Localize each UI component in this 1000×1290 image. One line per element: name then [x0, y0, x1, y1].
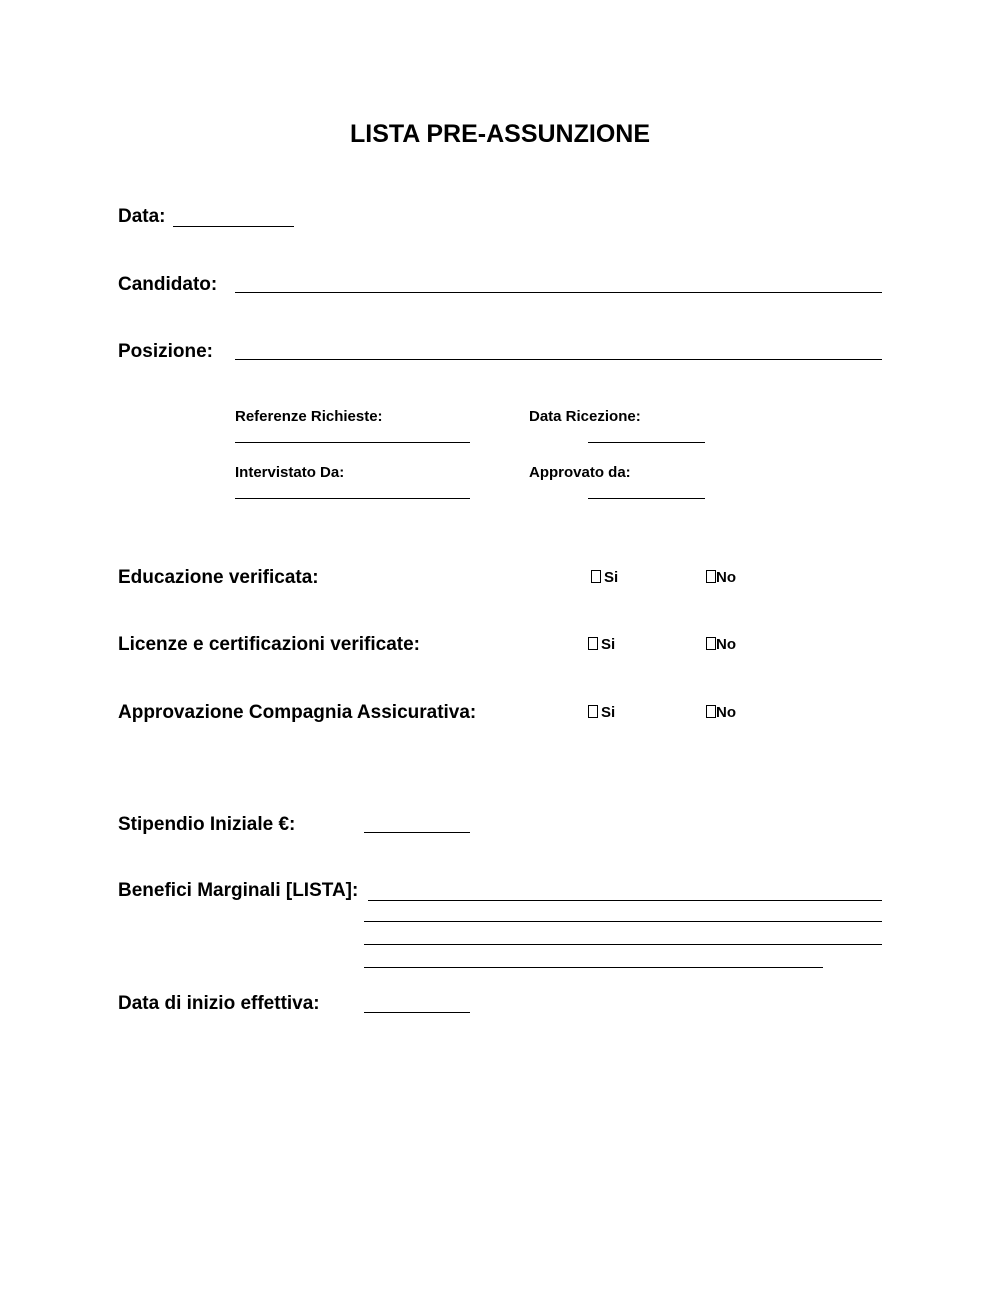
- no-label: No: [716, 704, 736, 721]
- interviewed-by-label: Intervistato Da:: [235, 464, 345, 481]
- yes-label: Si: [601, 636, 616, 653]
- position-label: Posizione:: [118, 341, 214, 362]
- insurance-yes-checkbox[interactable]: [588, 705, 615, 720]
- licenses-label: Licenze e certificazioni verificate:: [118, 634, 421, 655]
- checkbox-icon: [706, 705, 716, 718]
- checkbox-icon: [706, 570, 716, 583]
- benefits-label: Benefici Marginali [LISTA]:: [118, 880, 359, 901]
- start-date-label: Data di inizio effettiva:: [118, 993, 320, 1014]
- yes-label: Si: [601, 704, 616, 721]
- education-yes-checkbox[interactable]: [591, 570, 618, 585]
- salary-label: Stipendio Iniziale €:: [118, 814, 296, 835]
- insurance-label: Approvazione Compagnia Assicurativa:: [118, 702, 477, 723]
- references-field[interactable]: [235, 442, 470, 443]
- benefits-field-line[interactable]: [364, 967, 823, 968]
- education-label: Educazione verificata:: [118, 567, 319, 588]
- start-date-field[interactable]: [364, 1012, 470, 1013]
- references-label: Referenze Richieste:: [235, 408, 383, 425]
- checkbox-icon: [591, 570, 601, 583]
- position-field[interactable]: [235, 359, 882, 360]
- licenses-no-checkbox[interactable]: [706, 637, 736, 652]
- checkbox-icon: [588, 705, 598, 718]
- benefits-field-line[interactable]: [368, 900, 882, 901]
- checkbox-icon: [706, 637, 716, 650]
- candidate-label: Candidato:: [118, 274, 218, 295]
- yes-label: Si: [604, 569, 619, 586]
- benefits-field-line[interactable]: [364, 921, 882, 922]
- licenses-yes-checkbox[interactable]: [588, 637, 615, 652]
- received-date-label: Data Ricezione:: [529, 408, 641, 425]
- benefits-field-line[interactable]: [364, 944, 882, 945]
- candidate-field[interactable]: [235, 292, 882, 293]
- approved-by-label: Approvato da:: [529, 464, 631, 481]
- page-title: LISTA PRE-ASSUNZIONE: [349, 120, 650, 148]
- interviewed-by-field[interactable]: [235, 498, 470, 499]
- education-no-checkbox[interactable]: [706, 570, 736, 585]
- insurance-no-checkbox[interactable]: [706, 705, 736, 720]
- salary-field[interactable]: [364, 832, 470, 833]
- no-label: No: [716, 636, 736, 653]
- date-label: Data:: [118, 206, 166, 227]
- received-date-field[interactable]: [588, 442, 705, 443]
- approved-by-field[interactable]: [588, 498, 705, 499]
- no-label: No: [716, 569, 736, 586]
- checkbox-icon: [588, 637, 598, 650]
- date-field[interactable]: [173, 226, 294, 227]
